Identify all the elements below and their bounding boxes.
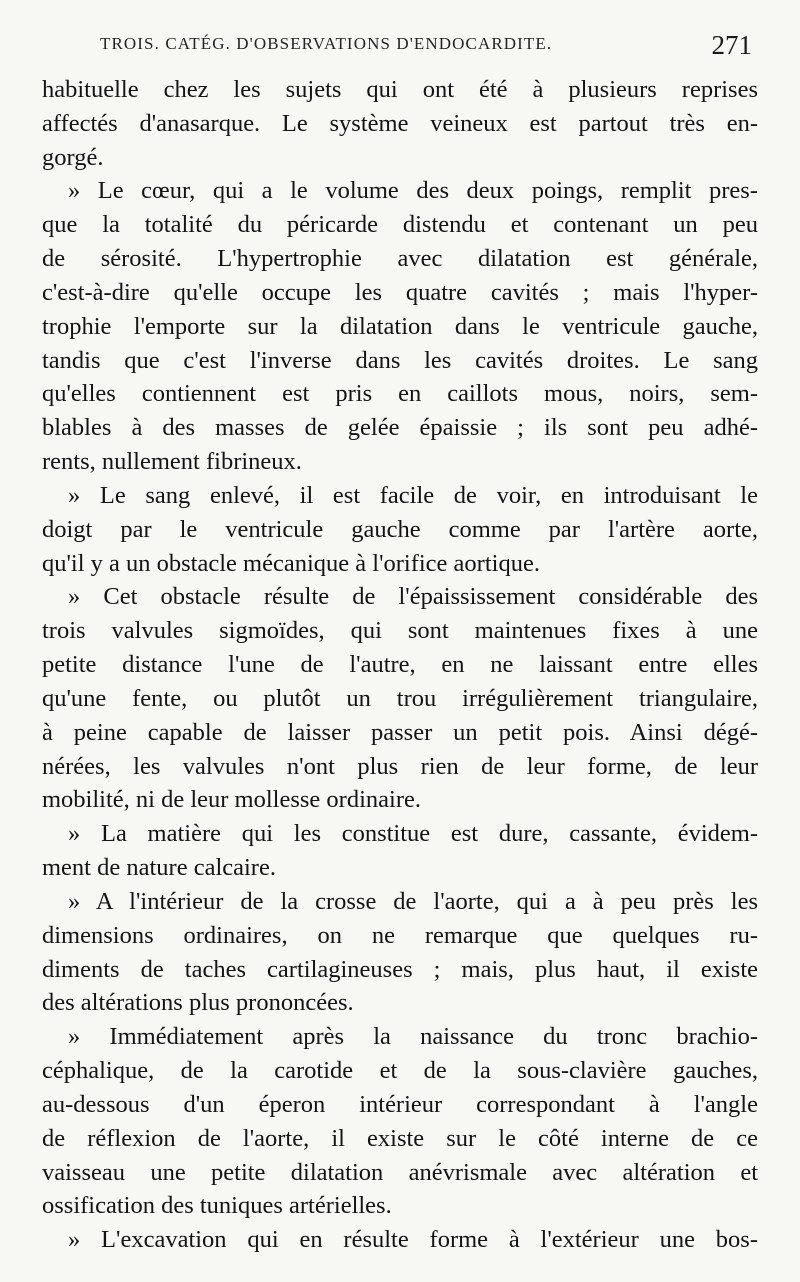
text-line: » L'excavation qui en résulte forme à l'extérieur une bos- bbox=[68, 1226, 758, 1254]
running-title: TROIS. CATÉG. D'OBSERVATIONS D'ENDOCARDITE. bbox=[100, 34, 553, 53]
text-line: que la totalité du péricarde distendu et contenant un peu bbox=[42, 211, 758, 239]
text-line: diments de taches cartilagineuses ; mais, plus haut, il existe bbox=[42, 955, 758, 983]
text-line: trois valvules sigmoïdes, qui sont maintenues fixes à une bbox=[42, 617, 758, 645]
text-line: céphalique, de la carotide et de la sous-clavière gauches, bbox=[42, 1057, 758, 1085]
text-line: rents, nullement fibrineux. bbox=[42, 448, 302, 476]
text-line: de réflexion de l'aorte, il existe sur le côté interne de ce bbox=[42, 1124, 758, 1152]
text-line: » Immédiatement après la naissance du tronc brachio- bbox=[68, 1023, 758, 1051]
text-line: trophie l'emporte sur la dilatation dans le ventricule gauche, bbox=[42, 312, 758, 340]
text-line: vaisseau une petite dilatation anévrismale avec altération et bbox=[42, 1158, 758, 1186]
text-line: petite distance l'une de l'autre, en ne laissant entre elles bbox=[42, 651, 758, 679]
text-line: qu'une fente, ou plutôt un trou irrégulièrement triangulaire, bbox=[42, 684, 758, 712]
text-line: dimensions ordinaires, on ne remarque que quelques ru- bbox=[42, 921, 758, 949]
text-line: blables à des masses de gelée épaissie ; ils sont peu adhé- bbox=[42, 414, 758, 442]
page-header bbox=[100, 32, 760, 62]
text-line: doigt par le ventricule gauche comme par l'artère aorte, bbox=[42, 515, 758, 543]
page-number: 271 bbox=[711, 30, 752, 60]
text-line: qu'elles contiennent est pris en caillots mous, noirs, sem- bbox=[42, 380, 758, 408]
text-line: de sérosité. L'hypertrophie avec dilatation est générale, bbox=[42, 245, 758, 273]
text-line: ment de nature calcaire. bbox=[42, 854, 276, 882]
text-line: » La matière qui les constitue est dure, cassante, évidem- bbox=[68, 820, 758, 848]
text-line: » A l'intérieur de la crosse de l'aorte, qui a à peu près les bbox=[68, 887, 758, 915]
text-line: au-dessous d'un éperon intérieur correspondant à l'angle bbox=[42, 1090, 758, 1118]
body-text bbox=[42, 73, 758, 1257]
text-line: » Le sang enlevé, il est facile de voir, en introduisant le bbox=[68, 481, 758, 509]
text-line: nérées, les valvules n'ont plus rien de leur forme, de leur bbox=[42, 752, 758, 780]
text-line: tandis que c'est l'inverse dans les cavités droites. Le sang bbox=[42, 346, 758, 374]
text-line: à peine capable de laisser passer un petit pois. Ainsi dégé- bbox=[42, 718, 758, 746]
text-line: des altérations plus prononcées. bbox=[42, 989, 354, 1017]
text-line: habituelle chez les sujets qui ont été à plusieurs reprises bbox=[42, 76, 758, 103]
text-line: » Cet obstacle résulte de l'épaississement considérable des bbox=[68, 583, 758, 611]
text-line: ossification des tuniques artérielles. bbox=[42, 1192, 392, 1220]
text-line: c'est-à-dire qu'elle occupe les quatre cavités ; mais l'hyper- bbox=[42, 278, 758, 306]
text-line: affectés d'anasarque. Le système veineux est partout très en- bbox=[42, 109, 758, 137]
text-line: gorgé. bbox=[42, 143, 104, 171]
text-line: qu'il y a un obstacle mécanique à l'orifice aortique. bbox=[42, 549, 540, 577]
text-line: » Le cœur, qui a le volume des deux poings, remplit pres- bbox=[68, 177, 758, 205]
text-line: mobilité, ni de leur mollesse ordinaire. bbox=[42, 786, 421, 814]
